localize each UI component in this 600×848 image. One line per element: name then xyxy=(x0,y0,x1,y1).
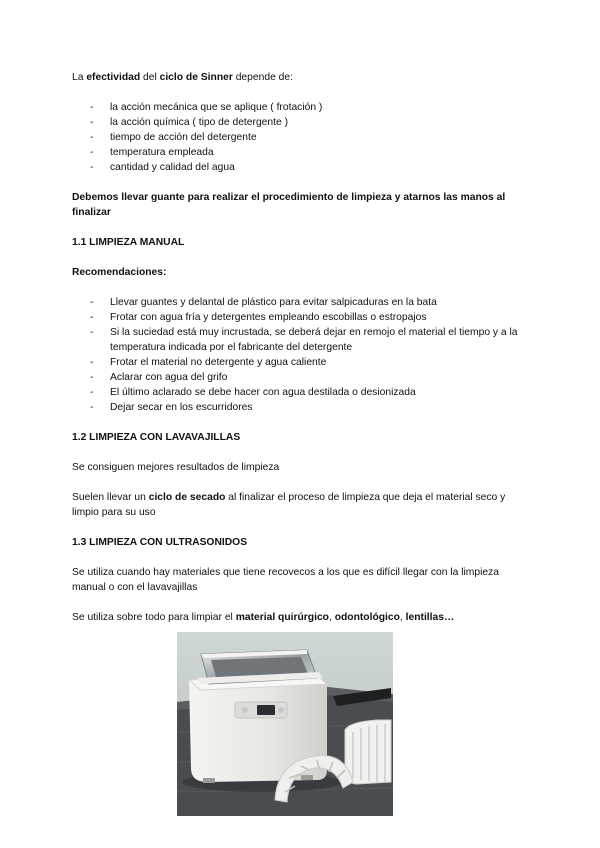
ultrasonic-cleaner-photo xyxy=(177,632,393,816)
ultrasound-paragraph-1: Se utiliza cuando hay materiales que tiene recovecos a los que es difícil llegar con la limpieza manual o con el lavavajillas xyxy=(72,567,499,593)
section-3-heading: 1.3 LIMPIEZA CON ULTRASONIDOS xyxy=(72,537,248,548)
recommendations-heading: Recomendaciones: xyxy=(72,267,167,278)
intro-text-3: depende de: xyxy=(232,72,293,83)
dishwasher-text-a: Suelen llevar un xyxy=(72,492,149,503)
dental-bold: odontológico xyxy=(334,612,400,623)
factors-list xyxy=(72,100,532,175)
dishwasher-text-c: al finalizar el proceso de limpieza que deja el material seco y limpio para su uso xyxy=(72,492,506,518)
ultrasound-text-a: Se utiliza sobre todo para limpiar el xyxy=(72,612,236,623)
section-1-heading: 1.1 LIMPIEZA MANUAL xyxy=(72,237,185,248)
list-item: - la acción química ( tipo de detergente ) xyxy=(90,115,532,130)
ultrasound-paragraph-2 xyxy=(72,610,532,625)
intro-text-1: La xyxy=(72,72,87,83)
document-page xyxy=(72,70,532,625)
intro-paragraph xyxy=(72,70,532,85)
gloves-note: Debemos llevar guante para realizar el procedimiento de limpieza y atarnos las manos al finalizar xyxy=(72,192,506,218)
list-item: - la acción mecánica que se aplique ( frotación ) xyxy=(90,100,532,115)
intro-bold-1: efectividad xyxy=(86,72,141,83)
list-item: - cantidad y calidad del agua xyxy=(90,160,532,175)
comma-1: , xyxy=(328,612,335,623)
list-item: - Dejar secar en los escurridores xyxy=(90,400,532,415)
list-item: - Frotar con agua fría y detergentes empleando escobillas o estropajos xyxy=(90,310,532,325)
list-item: - Llevar guantes y delantal de plástico para evitar salpicaduras en la bata xyxy=(90,295,532,310)
list-item: - Aclarar con agua del grifo xyxy=(90,370,532,385)
list-item: - temperatura empleada xyxy=(90,145,532,160)
list-item: - tiempo de acción del detergente xyxy=(90,130,532,145)
dishwasher-paragraph-1: Se consiguen mejores resultados de limpieza xyxy=(72,462,280,473)
recommendations-list xyxy=(72,295,532,415)
section-2-heading: 1.2 LIMPIEZA CON LAVAVAJILLAS xyxy=(72,432,241,443)
list-item: - El último aclarado se debe hacer con agua destilada o desionizada xyxy=(90,385,532,400)
list-item: - Frotar el material no detergente y agua caliente xyxy=(90,355,532,370)
intro-text-2: del xyxy=(140,72,160,83)
intro-bold-2: ciclo de Sinner xyxy=(159,72,233,83)
dishwasher-paragraph-2 xyxy=(72,490,532,520)
surgical-material-bold: material quirúrgico xyxy=(235,612,329,623)
lenses-bold: lentillas… xyxy=(405,612,455,623)
drying-cycle-bold: ciclo de secado xyxy=(148,492,226,503)
list-item: - Si la suciedad está muy incrustada, se deberá dejar en remojo el material el tiempo y a la temperatura indicada por el fabricante del detergente xyxy=(90,325,532,355)
comma-2: , xyxy=(399,612,406,623)
